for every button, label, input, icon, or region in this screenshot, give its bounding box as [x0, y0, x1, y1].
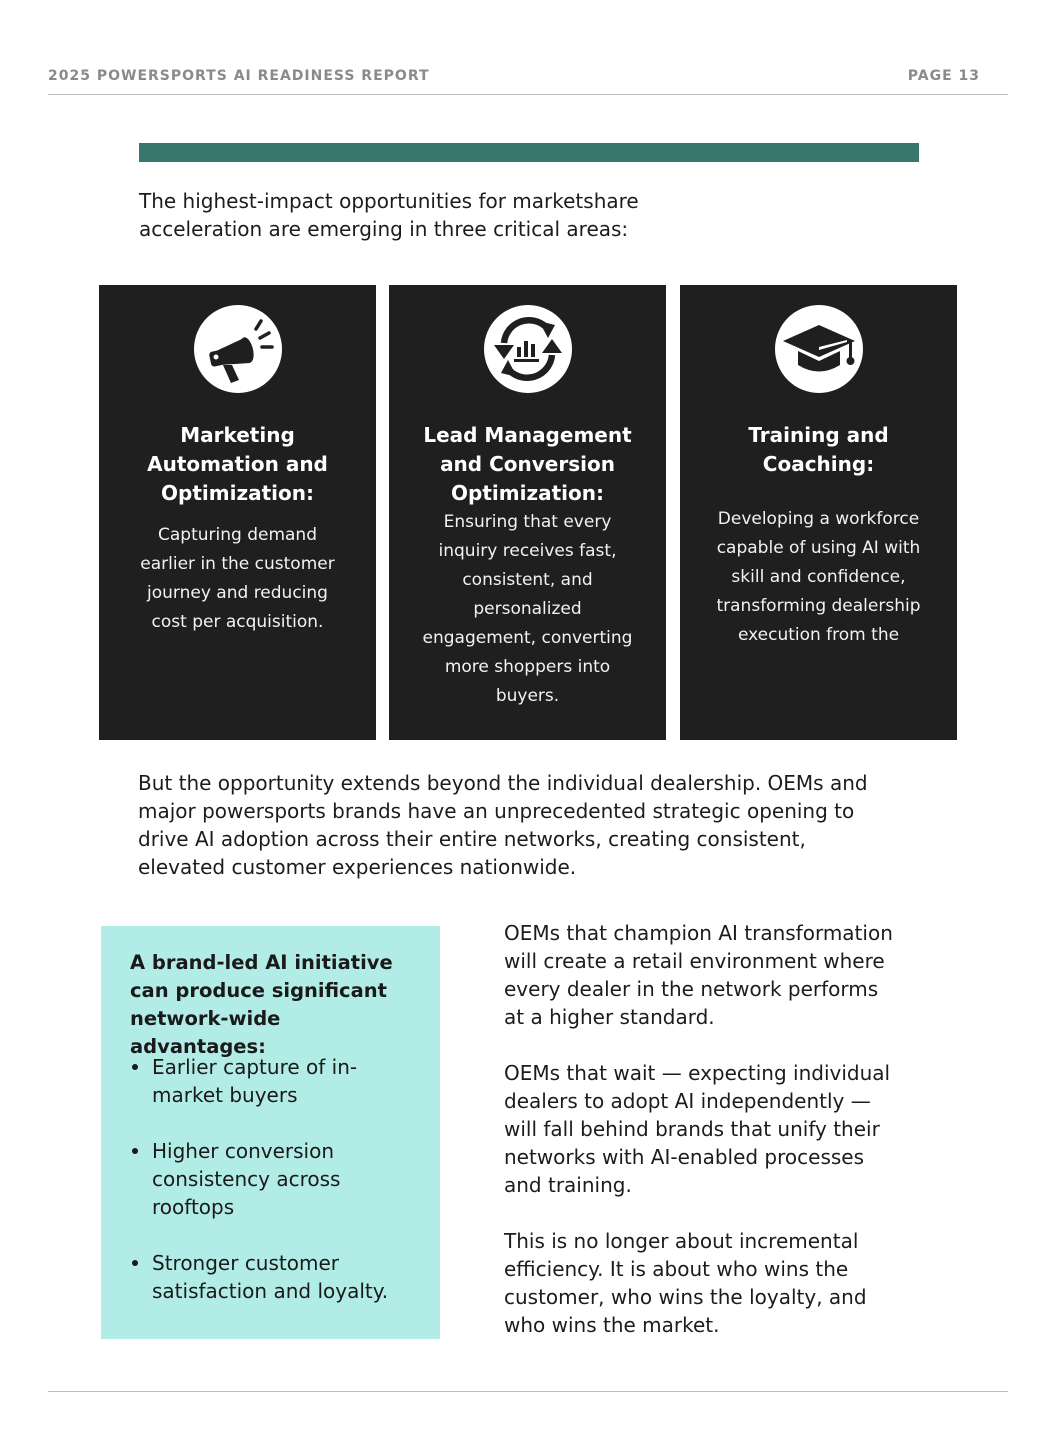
- card-title-line: Lead Management: [423, 423, 632, 447]
- body-paragraph: [138, 769, 938, 881]
- paragraph-line: who wins the market.: [504, 1313, 720, 1337]
- card-title-line: Optimization:: [161, 481, 314, 505]
- card-title-line: Coaching:: [762, 452, 875, 476]
- graduation-cap-icon: [775, 305, 863, 393]
- list-item-line: consistency across: [152, 1167, 341, 1191]
- advantages-list: [130, 1053, 425, 1333]
- report-title: 2025 POWERSPORTS AI READINESS REPORT: [48, 68, 430, 84]
- intro-line: The highest-impact opportunities for marketshare: [139, 189, 639, 213]
- list-item: [130, 1053, 425, 1109]
- paragraph-line: dealers to adopt AI independently —: [504, 1089, 871, 1113]
- paragraph-line: major powersports brands have an unprecedented strategic opening to: [138, 799, 855, 823]
- list-item-line: market buyers: [152, 1083, 298, 1107]
- paragraph-line: This is no longer about incremental: [504, 1229, 859, 1253]
- bullet-icon: [132, 1064, 138, 1070]
- callout-title: [130, 949, 420, 1061]
- card-body-line: engagement, converting: [422, 628, 633, 648]
- list-item: [130, 1249, 425, 1305]
- card-body-line: capable of using AI with: [716, 538, 921, 558]
- card-title-line: Automation and: [147, 452, 328, 476]
- oem-champion-paragraph: [504, 919, 924, 1031]
- card-body-line: earlier in the customer: [140, 554, 335, 574]
- megaphone-icon: [194, 305, 282, 393]
- card-body-line: inquiry receives fast,: [438, 541, 617, 561]
- opportunity-card-training: [680, 285, 957, 740]
- card-title-line: Optimization:: [451, 481, 604, 505]
- conversion-cycle-icon: [484, 305, 572, 393]
- section-accent-bar: [139, 143, 919, 162]
- card-body-line: consistent, and: [462, 570, 593, 590]
- list-item-line: Higher conversion: [152, 1139, 335, 1163]
- card-body-line: Capturing demand: [158, 525, 317, 545]
- paragraph-line: elevated customer experiences nationwide.: [138, 855, 577, 879]
- conclusion-paragraph: [504, 1227, 924, 1339]
- paragraph-line: efficiency. It is about who wins the: [504, 1257, 849, 1281]
- card-body-line: skill and confidence,: [731, 567, 906, 587]
- list-item: [130, 1137, 425, 1221]
- bullet-icon: [132, 1260, 138, 1266]
- paragraph-line: and training.: [504, 1173, 632, 1197]
- card-title-line: Marketing: [180, 423, 295, 447]
- bullet-icon: [132, 1148, 138, 1154]
- card-body-line: personalized: [473, 599, 582, 619]
- paragraph-line: every dealer in the network performs: [504, 977, 879, 1001]
- card-body-line: Developing a workforce: [717, 509, 920, 529]
- card-body-line: more shoppers into: [444, 657, 611, 677]
- callout-title-line: A brand-led AI initiative: [130, 951, 393, 974]
- paragraph-line: OEMs that champion AI transformation: [504, 921, 893, 945]
- opportunity-card-lead-management: [389, 285, 666, 740]
- right-column-text: [504, 919, 924, 1367]
- paragraph-line: customer, who wins the loyalty, and: [504, 1285, 867, 1309]
- paragraph-line: networks with AI-enabled processes: [504, 1145, 865, 1169]
- oem-wait-paragraph: [504, 1059, 924, 1199]
- card-title-line: Training and: [748, 423, 889, 447]
- paragraph-line: OEMs that wait — expecting individual: [504, 1061, 891, 1085]
- callout-title-line: network-wide advantages:: [130, 1007, 281, 1058]
- opportunity-card-marketing: [99, 285, 376, 740]
- card-body-line: buyers.: [495, 686, 560, 706]
- callout-box: [101, 926, 440, 1339]
- list-item-line: satisfaction and loyalty.: [152, 1279, 389, 1303]
- paragraph-line: at a higher standard.: [504, 1005, 715, 1029]
- page-header: [48, 64, 1008, 95]
- list-item-line: Stronger customer: [152, 1251, 339, 1275]
- footer-divider: [48, 1391, 1008, 1392]
- card-body-line: transforming dealership: [716, 596, 921, 616]
- card-title: [403, 421, 652, 508]
- paragraph-line: But the opportunity extends beyond the individual dealership. OEMs and: [138, 771, 868, 795]
- callout-title-line: can produce significant: [130, 979, 387, 1002]
- card-title: [113, 421, 362, 508]
- paragraph-line: will fall behind brands that unify their: [504, 1117, 880, 1141]
- paragraph-line: drive AI adoption across their entire networks, creating consistent,: [138, 827, 806, 851]
- card-body-line: cost per acquisition.: [151, 612, 324, 632]
- list-item-line: Earlier capture of in-: [152, 1055, 358, 1079]
- list-item-line: rooftops: [152, 1195, 235, 1219]
- card-body-line: execution from the: [737, 625, 900, 645]
- page-number: PAGE 13: [907, 68, 980, 84]
- card-body-line: Ensuring that every: [443, 512, 612, 532]
- card-description: [113, 521, 362, 637]
- card-body-line: journey and reducing: [147, 583, 328, 603]
- intro-text: [139, 187, 699, 243]
- card-description: [403, 508, 652, 711]
- card-title: [694, 421, 943, 479]
- card-title-line: and Conversion: [440, 452, 615, 476]
- card-description: [694, 505, 943, 650]
- paragraph-line: will create a retail environment where: [504, 949, 885, 973]
- intro-line: acceleration are emerging in three critical areas:: [139, 217, 629, 241]
